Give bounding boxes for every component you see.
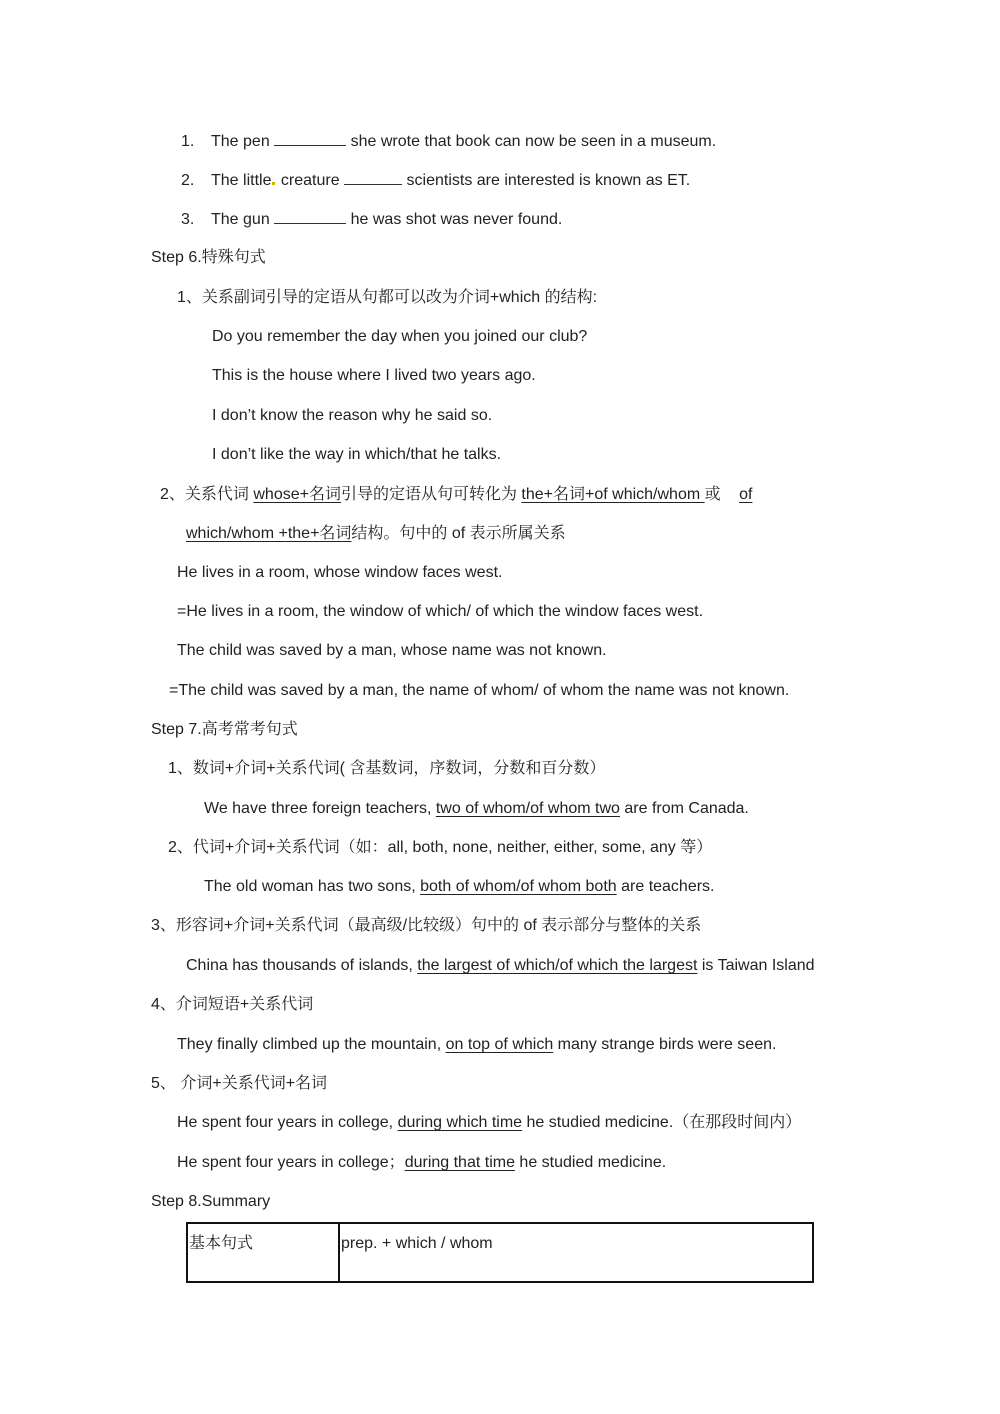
example-sentence: Do you remember the day when you joined our club? [212, 328, 588, 345]
example-sentence: This is the house where I lived two years ago. [212, 367, 536, 384]
example-sentence: =The child was saved by a man, the name of whom/ of whom the name was not known. [169, 682, 790, 699]
fill-blank[interactable] [274, 131, 346, 146]
fill-blank[interactable] [274, 209, 346, 224]
step7-item4-title: 4、介词短语+关系代词 [151, 996, 314, 1013]
example-sentence: =He lives in a room, the window of which/ of which the window faces west. [177, 603, 704, 620]
example-sentence: China has thousands of islands, the largest of which/of which the largest is Taiwan Island [186, 957, 815, 974]
example-sentence: The child was saved by a man, whose name was not known. [177, 642, 607, 659]
step7-item1-title: 1、数词+介词+关系代词( 含基数词，序数词，分数和百分数） [168, 760, 606, 777]
example-sentence: I don’t know the reason why he said so. [212, 407, 493, 424]
table-cell-value: prep. + which / whom [339, 1223, 813, 1282]
example-sentence: We have three foreign teachers, two of whom/of whom two are from Canada. [204, 800, 749, 817]
table-cell-label: 基本句式 [187, 1223, 339, 1282]
step7-item3-title: 3、形容词+介词+关系代词（最高级/比较级）句中的 of 表示部分与整体的关系 [151, 917, 702, 934]
step8-heading: Step 8.Summary [151, 1193, 271, 1210]
exercise-number: 1. [181, 133, 195, 150]
exercise-number: 3. [181, 211, 195, 228]
example-sentence: He spent four years in college, during which time he studied medicine.（在那段时间内） [177, 1114, 802, 1131]
example-sentence: He lives in a room, whose window faces west. [177, 564, 503, 581]
example-sentence: They finally climbed up the mountain, on top of which many strange birds were seen. [177, 1036, 777, 1053]
step6-point2-title: 2、关系代词 whose+名词引导的定语从句可转化为 the+名词+of which/whom 或 of [160, 486, 753, 503]
step7-item5-title: 5、 介词+关系代词+名词 [151, 1075, 328, 1092]
summary-table [186, 1222, 814, 1283]
exercise-number: 2. [181, 172, 195, 189]
exercise-2: 2. The little creature scientists are interested is known as ET. [181, 172, 691, 189]
example-sentence: I don’t like the way in which/that he talks. [212, 446, 502, 463]
step6-heading: Step 6.特殊句式 [151, 249, 266, 266]
fill-blank[interactable] [344, 170, 402, 185]
table-row [187, 1223, 813, 1282]
example-sentence: The old woman has two sons, both of whom/of whom both are teachers. [204, 878, 715, 895]
step6-point1-title: 1、关系副词引导的定语从句都可以改为介词+which 的结构: [177, 289, 598, 306]
example-sentence: He spent four years in college；during that time he studied medicine. [177, 1154, 667, 1171]
step7-item2-title: 2、代词+介词+关系代词（如：all, both, none, neither, either, some, any 等） [168, 839, 713, 856]
step6-point2-title-cont: which/whom +the+名词结构。句中的 of 表示所属关系 [186, 525, 566, 542]
edit-mark-icon [272, 182, 275, 185]
exercise-1: 1. The pen she wrote that book can now be seen in a museum. [181, 133, 717, 150]
exercise-3: 3. The gun he was shot was never found. [181, 211, 563, 228]
step7-heading: Step 7.高考常考句式 [151, 721, 298, 738]
